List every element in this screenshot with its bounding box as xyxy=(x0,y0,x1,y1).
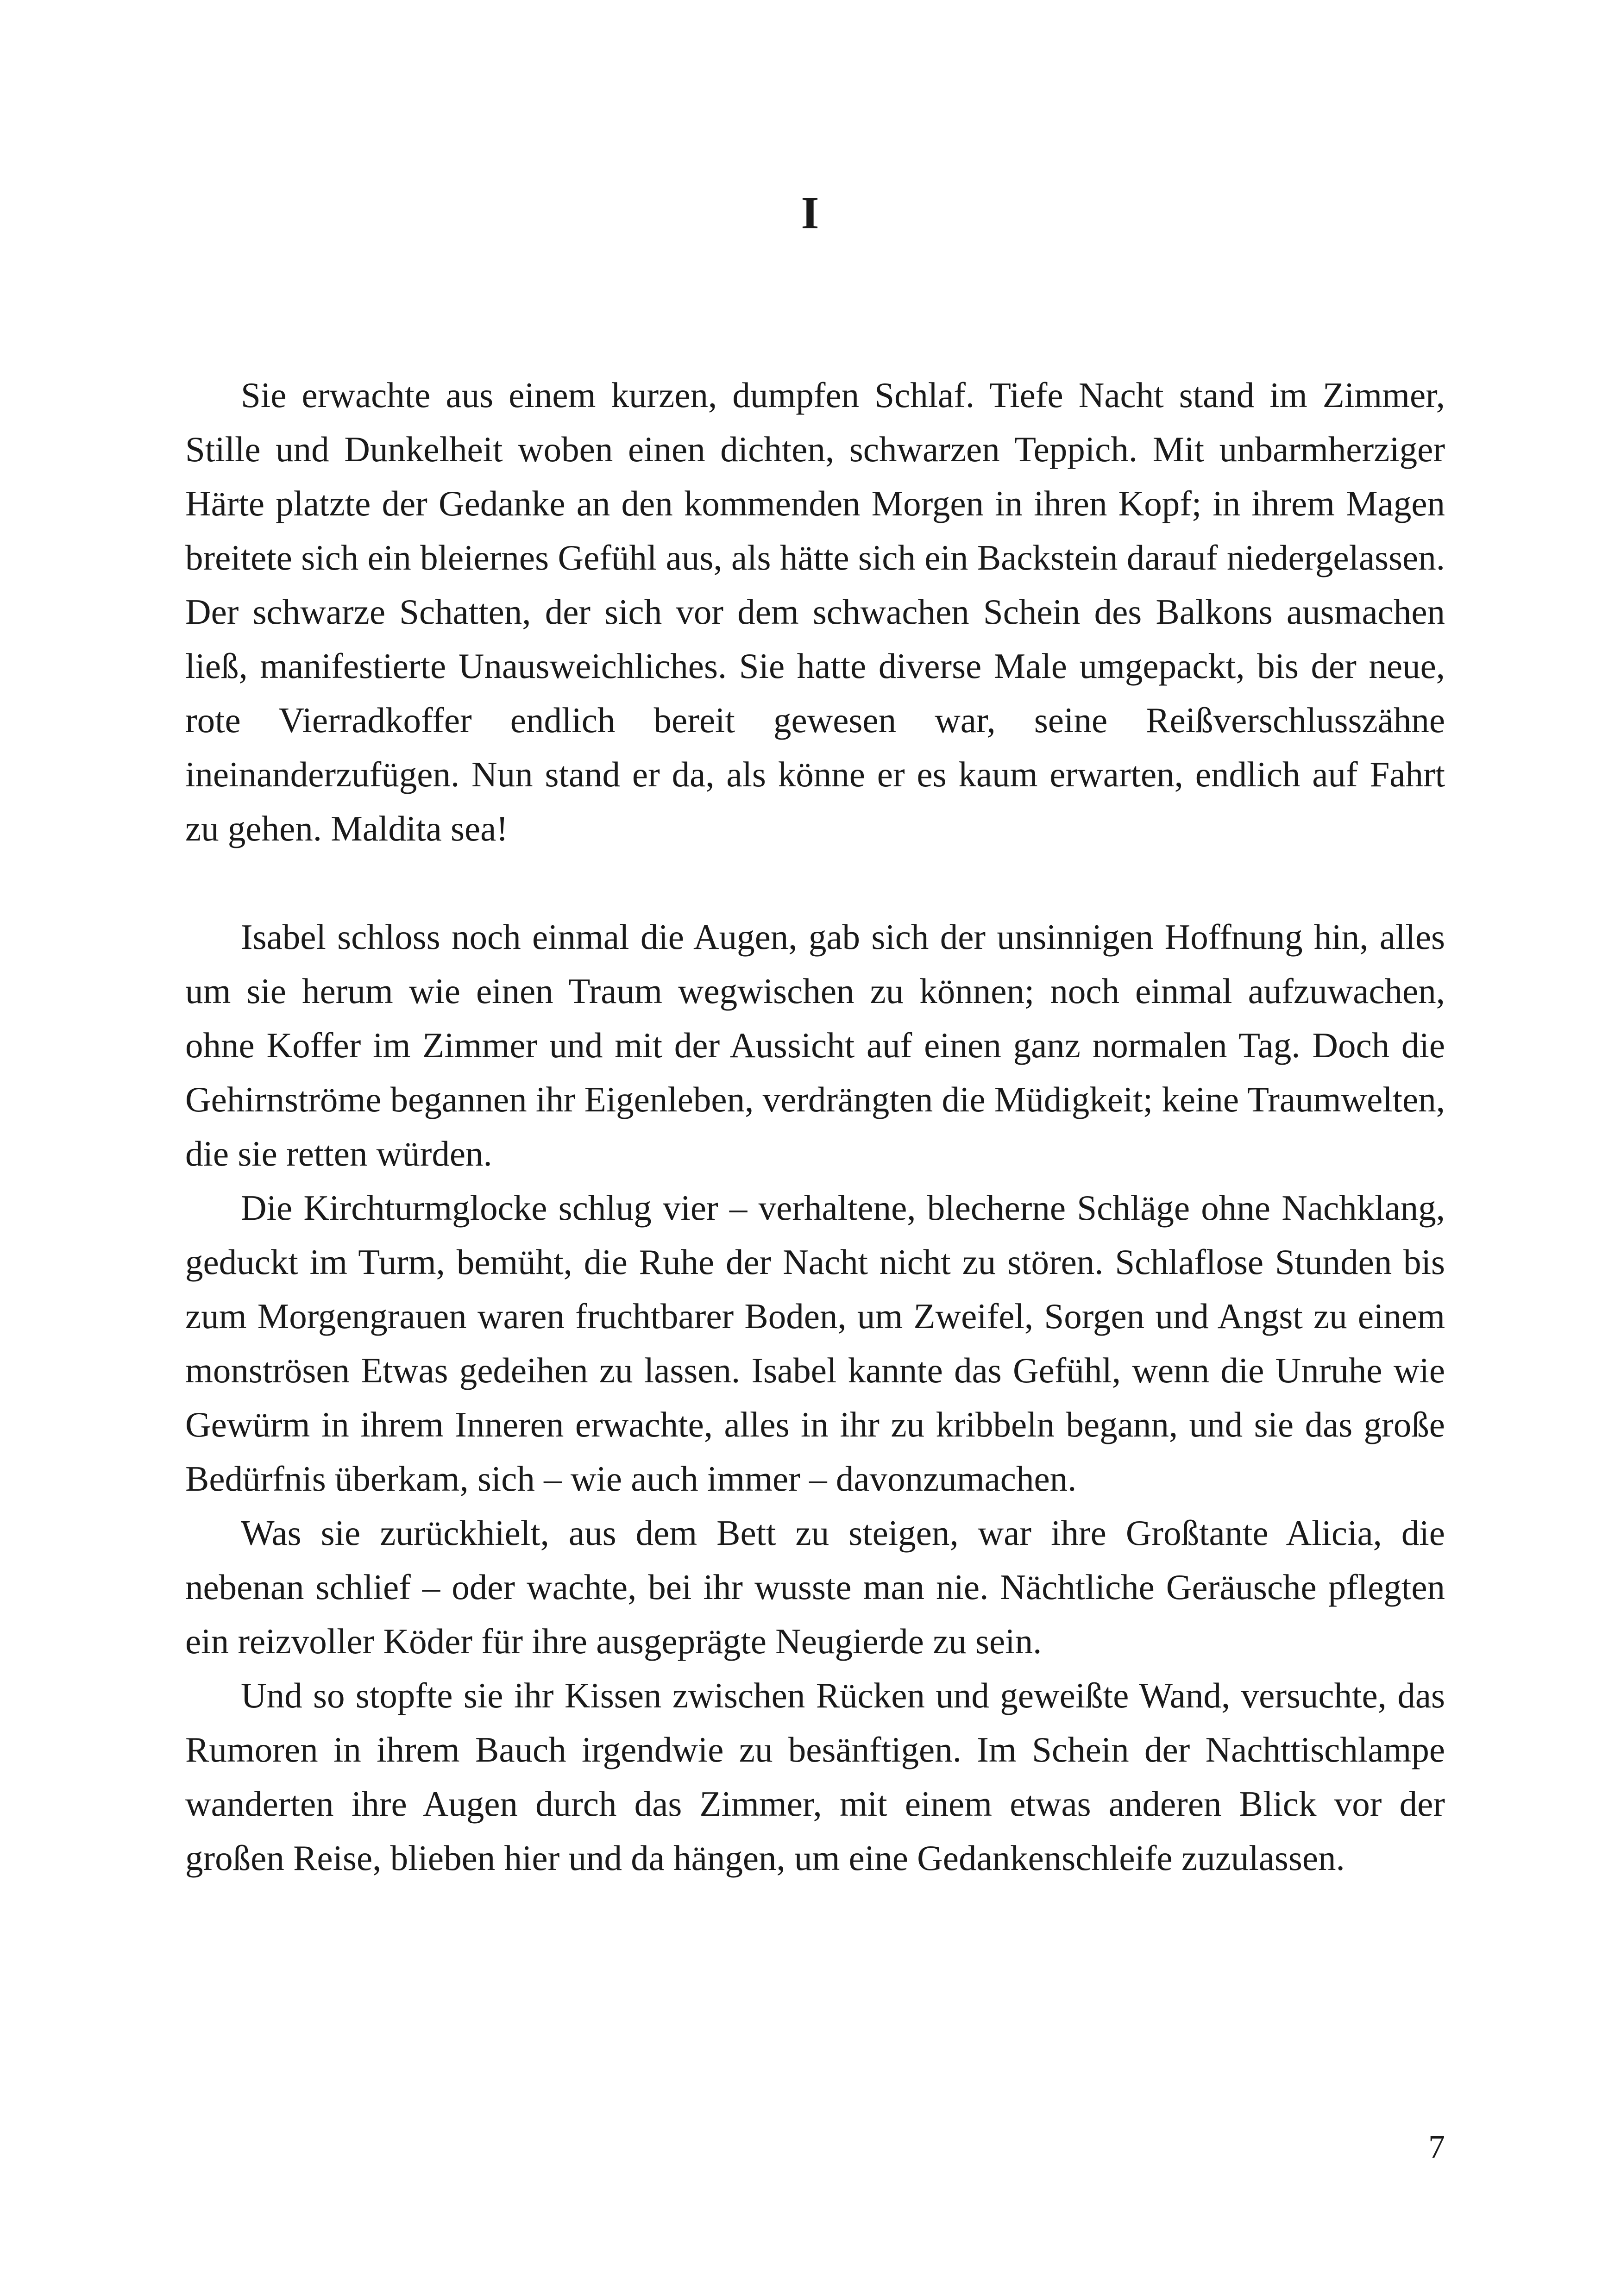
paragraph-5: Und so stopfte sie ihr Kissen zwischen Rücken und geweißte Wand, versuchte, das Rumoren in ihrem Bauch irgendwie zu besänftigen. Im Schein der Nachttischlampe wanderten ihre Augen durch das Zimmer, mit einem etwas anderen Blick vor der großen Reise, blieben hier und da hängen, um eine Gedankenschleife zuzulassen. xyxy=(185,1675,1445,1878)
paragraph-2: Isabel schloss noch einmal die Augen, gab sich der unsinnigen Hoffnung hin, alles um sie herum wie einen Traum wegwischen zu können; noch einmal aufzuwachen, ohne Koffer im Zimmer und mit der Aussicht auf einen ganz normalen Tag. Doch die Gehirnströme begannen ihr Eigenleben, verdrängten die Müdigkeit; keine Traumwelten, die sie retten würden. xyxy=(185,917,1445,1173)
page-number: 7 xyxy=(1428,2128,1445,2165)
chapter-heading: I xyxy=(801,187,820,238)
paragraph-4: Was sie zurückhielt, aus dem Bett zu steigen, war ihre Großtante Alicia, die nebenan schlief – oder wachte, bei ihr wusste man nie. Nächtliche Geräusche pflegten ein reizvoller Köder für ihre ausgeprägte Neugierde zu sein. xyxy=(185,1513,1445,1661)
paragraph-1: Sie erwachte aus einem kurzen, dumpfen Schlaf. Tiefe Nacht stand im Zimmer, Stille und Dunkelheit woben einen dichten, schwarzen Teppich. Mit unbarmherziger Härte platzte der Gedanke an den kommenden Morgen in ihren Kopf; in ihrem Magen breitete sich ein bleiernes Gefühl aus, als hätte sich ein Backstein darauf niedergelassen. Der schwarze Schatten, der sich vor dem schwachen Schein des Balkons ausmachen ließ, manifestierte Unausweichliches. Sie hatte diverse Male umgepackt, bis der neue, rote Vierradkoffer endlich bereit gewesen war, seine Reißverschlusszähne ineinanderzufügen. Nun stand er da, als könne er es kaum erwarten, endlich auf Fahrt zu gehen. Maldita sea! xyxy=(185,375,1445,848)
paragraph-3: Die Kirchturmglocke schlug vier – verhaltene, blecherne Schläge ohne Nachklang, geduckt im Turm, bemüht, die Ruhe der Nacht nicht zu stören. Schlaflose Stunden bis zum Morgengrauen waren fruchtbarer Boden, um Zweifel, Sorgen und Angst zu einem monströsen Etwas gedeihen zu lassen. Isabel kannte das Gefühl, wenn die Unruhe wie Gewürm in ihrem Inneren erwachte, alles in ihr zu kribbeln begann, und sie das große Bedürfnis überkam, sich – wie auch immer – davonzumachen. xyxy=(185,1188,1445,1499)
body-text xyxy=(185,368,1445,1885)
